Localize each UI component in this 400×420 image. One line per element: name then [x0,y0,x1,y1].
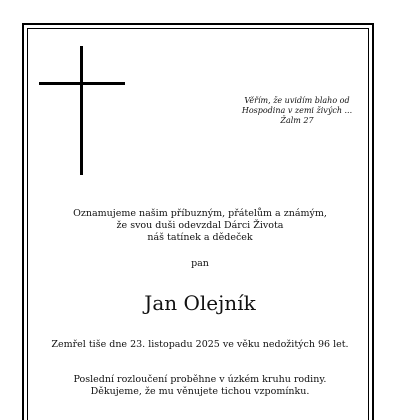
quote-line-3: Žalm 27 [280,116,314,125]
announcement-line-2: že svou duši odevzdal Dárci Života [116,220,284,231]
cross-horizontal-bar [39,82,125,85]
deceased-name: Jan Olejník [144,291,256,315]
farewell-line-2: Děkujeme, že mu věnujete tichou vzpomínku. [90,386,310,397]
cross-vertical-bar [80,46,83,175]
announcement-line-1: Oznamujeme našim příbuzným, přátelům a známým, [73,208,327,219]
farewell-text [40,374,360,398]
announcement-text [40,208,360,244]
death-notice: Zemřel tiše dne 23. listopadu 2025 ve věku nedožitých 96 let. [51,339,349,350]
quote-line-2: Hospodina v zemi živých ... [241,106,353,115]
psalm-quote [230,96,364,126]
salutation: pan [191,258,209,269]
quote-line-1: Věřím, že uvidím blaho od [244,96,350,105]
farewell-line-1: Poslední rozloučení proběhne v úzkém kruhu rodiny. [73,374,327,385]
announcement-line-3: náš tatínek a dědeček [147,232,253,243]
